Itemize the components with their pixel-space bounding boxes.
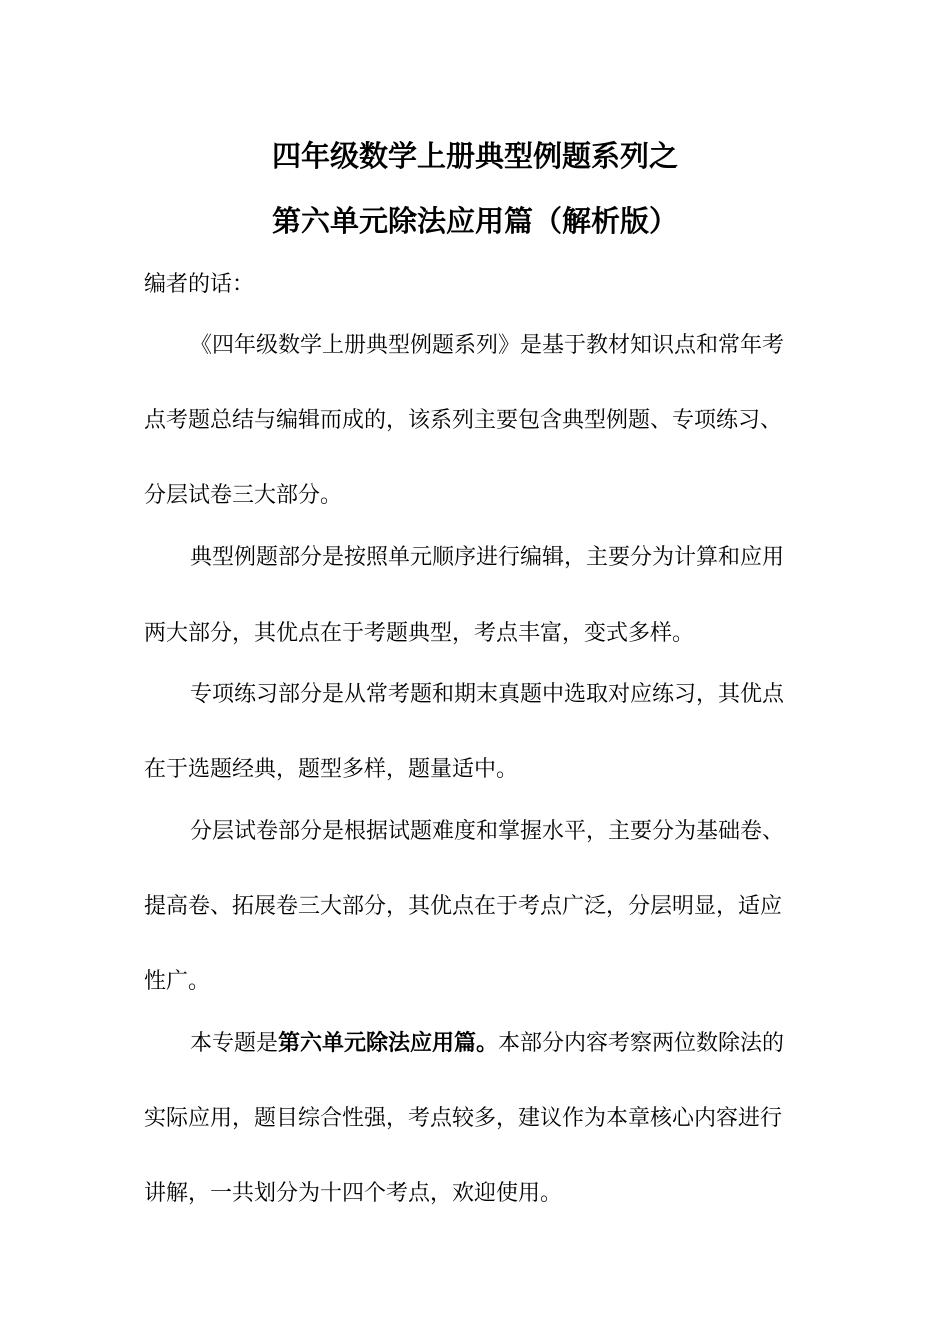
paragraph-5-line-1 — [190, 1029, 784, 1059]
paragraph-1-line-1: 《四年级数学上册典型例题系列》是基于教材知识点和常年考 — [190, 333, 785, 358]
paragraph-2-line-1: 典型例题部分是按照单元顺序进行编辑，主要分为计算和应用 — [190, 545, 785, 570]
intro-label: 编者的话： — [144, 272, 255, 297]
paragraph-5-topic: 第六单元除法应用篇。 — [278, 1031, 499, 1056]
paragraph-3-line-1: 专项练习部分是从常考题和期末真题中选取对应练习，其优点 — [190, 682, 785, 707]
paragraph-5-line-2: 实际应用，题目综合性强，考点较多，建议作为本章核心内容进行 — [144, 1106, 783, 1131]
paragraph-4-line-1: 分层试卷部分是根据试题难度和掌握水平，主要分为基础卷、 — [190, 819, 785, 844]
paragraph-2-line-2: 两大部分，其优点在于考题典型，考点丰富，变式多样。 — [144, 621, 695, 646]
paragraph-3-line-2: 在于选题经典，题型多样，题量适中。 — [144, 757, 519, 782]
doc-title-line-2: 第六单元除法应用篇（解析版） — [271, 204, 678, 238]
paragraph-4-line-3: 性广。 — [144, 969, 211, 994]
doc-title-line-1: 四年级数学上册典型例题系列之 — [271, 139, 678, 173]
paragraph-5-line-3: 讲解，一共划分为十四个考点，欢迎使用。 — [144, 1181, 563, 1206]
paragraph-1-line-3: 分层试卷三大部分。 — [144, 483, 343, 508]
paragraph-5-suffix: 本部分内容考察两位数除法的 — [498, 1031, 785, 1056]
paragraph-4-line-2: 提高卷、拓展卷三大部分，其优点在于考点广泛，分层明显，适应 — [144, 894, 783, 919]
paragraph-5-prefix: 本专题是 — [190, 1031, 279, 1056]
paragraph-1-line-2: 点考题总结与编辑而成的，该系列主要包含典型例题、专项练习、 — [144, 408, 783, 433]
